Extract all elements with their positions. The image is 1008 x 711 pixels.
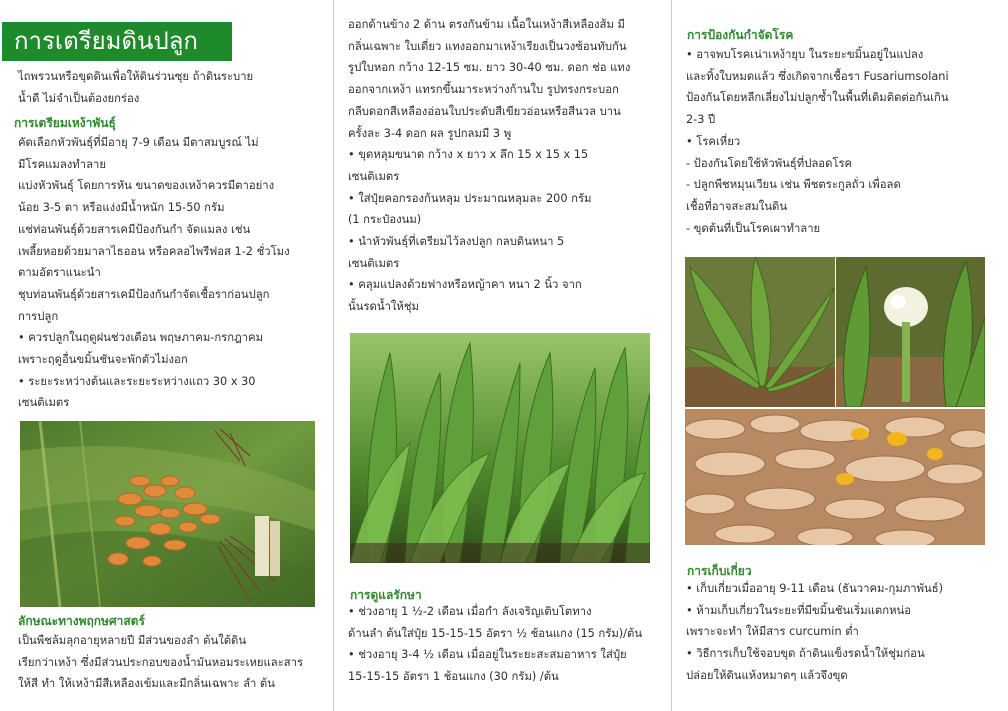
column-divider-1 (333, 0, 334, 711)
harvest-text: • เก็บเกี่ยวเมื่ออายุ 9-11 เดือน (ธันวาคม-กุมภาพันธ์) • ห้ามเก็บเกี่ยวในระยะที่มีขมิ้นชันเริ่มแตกหน่อ เพราะจะทำ ให้มีสาร curcumin ต่ำ • วิธีการเก็บใช้จอบขุด ถ้าดินแข็งรดน้ำให้ชุ่มก่อน ปล่อยให้ดินแห้งหมาดๆ แล้วจึงขุด (686, 582, 944, 682)
harvested-rhizomes-photo (685, 409, 985, 545)
seed-preparation-heading: การเตรียมเหง้าพันธุ์ (14, 116, 116, 130)
botany-text: เป็นพืชล้มลุกอายุหลายปี มีส่วนของลำ ต้นใต้ดิน เรียกว่าเหง้า ซึ่งมีส่วนประกอบของน้ำมันหอมระเหยและสาร ให้สี ทำ ให้เหง้ามีสีเหลืองเข้มและมีกลิ่นเฉพาะ ลำ ต้น (18, 634, 304, 691)
intro-paragraph: ไถพรวนหรือขุดดินเพื่อให้ดินร่วนซุย ถ้าดินระบาย น้ำดี ไม่จำเป็นต้องยกร่อง (18, 70, 254, 105)
turmeric-field-photo (350, 333, 650, 563)
care-text: • ช่วงอายุ 1 ½-2 เดือน เมื่อกำ ลังเจริญเติบโตทาง ด้านลำ ต้นใส่ปุ๋ย 15-15-15 อัตรา ½ ช้อนแกง (15 กรัม)/ต้น • ช่วงอายุ 3-4 ½ เดือน เมื่ออยู่ในระยะสะสมอาหาร ใส่ปุ๋ย 15-15-15 อัตรา 1 ช้อนแกง (30 กรัม) /ต้น (348, 605, 643, 684)
column-divider-2 (671, 0, 672, 711)
turmeric-flower-photo (836, 257, 985, 407)
botany-continued-text: ออกด้านข้าง 2 ด้าน ตรงกันข้าม เนื้อในเหง้าสีเหลืองส้ม มี กลิ่นเฉพาะ ใบเดี่ยว แทงออกมาเหง้าเรียงเป็นวงซ้อนทับกัน รูปใบหอก กว้าง 12-15 ซม. ยาว 30-40 ซม. ดอก ช่อ แทง ออกจากเหง้า แทรกขึ้นมาระหว่างก้านใบ รูปทรงกระบอก กลีบดอกสีเหลืองอ่อนใบประดับสีเขียวอ่อนหรือสีนวล บาน ครั้งละ 3-4 ดอก ผล รูปกลมมี 3 พู • ขุดหลุมขนาด กว้าง x ยาว x ลึก 15 x 15 x 15 เซนติเมตร • ใส่ปุ๋ยคอกรองก้นหลุม ประมาณหลุมละ 200 กรัม (1 กระป๋องนม) • นำหัวพันธุ์ที่เตรียมไว้ลงปลูก กลบดินหนา 5 เซนติเมตร • คลุมแปลงด้วยฟางหรือหญ้าคา หนา 2 นิ้ว จาก นั้นรดน้ำให้ชุ่ม (348, 18, 631, 314)
turmeric-plant-photo-left (685, 257, 835, 407)
botany-heading: ลักษณะทางพฤกษศาสตร์ (18, 614, 145, 628)
seed-preparation-text: คัดเลือกหัวพันธุ์ที่มีอายุ 7-9 เดือน มีตาสมบูรณ์ ไม่ มีโรคแมลงทำลาย แบ่งหัวพันธุ์ โดยการหัน ขนาดของเหง้าควรมีตาอย่าง น้อย 3-5 ตา หรือแง่งมีน้ำหนัก 15-50 กรัม แช่ท่อนพันธุ์ด้วยสารเคมีป้องกันกำ จัดแมลง เช่น เพลี้ยหอยด้วยมาลาไธออน หรือคลอไพรีฟอส 1-2 ชั่วโมง ตามอัตราแนะนำ ชุบท่อนพันธุ์ด้วยสารเคมีป้องกันกำจัดเชื้อราก่อนปลูก การปลูก • ควรปลูกในฤดูฝนช่วงเดือน พฤษภาคม-กรกฎาคม เพราะฤดูอื่นขมิ้นชันจะพักตัวไม่งอก • ระยะระหว่างต้นและระยะระหว่างแถว 30 x 30 เซนติเมตร (18, 136, 290, 410)
care-heading: การดูแลรักษา (350, 588, 422, 602)
disease-control-heading: การป้องกันกำจัดโรค (687, 28, 794, 42)
turmeric-rhizome-photo (20, 421, 315, 607)
harvest-heading: การเก็บเกี่ยว (687, 564, 752, 578)
page-title-banner: การเตรียมดินปลูก (2, 22, 232, 61)
disease-control-text: • อาจพบโรคเน่าเหง้ายุบ ในระยะขมิ้นอยู่ในแปลง และทิ้งใบหมดแล้ว ซึ่งเกิดจากเชื้อรา Fusariumsolani ป้องกันโดยหลีกเลี่ยงไม่ปลูกซ้ำในพื้นที่เดิมติดต่อกันเกิน 2-3 ปี • โรคเหี่ยว - ป้องกันโดยใช้หัวพันธุ์ที่ปลอดโรค - ปลูกพืชหมุนเวียน เช่น พืชตระกูลถั่ว เพื่อลด เชื้อที่อาจสะสมในดิน - ขุดต้นที่เป็นโรคเผาทำลาย (686, 48, 949, 235)
